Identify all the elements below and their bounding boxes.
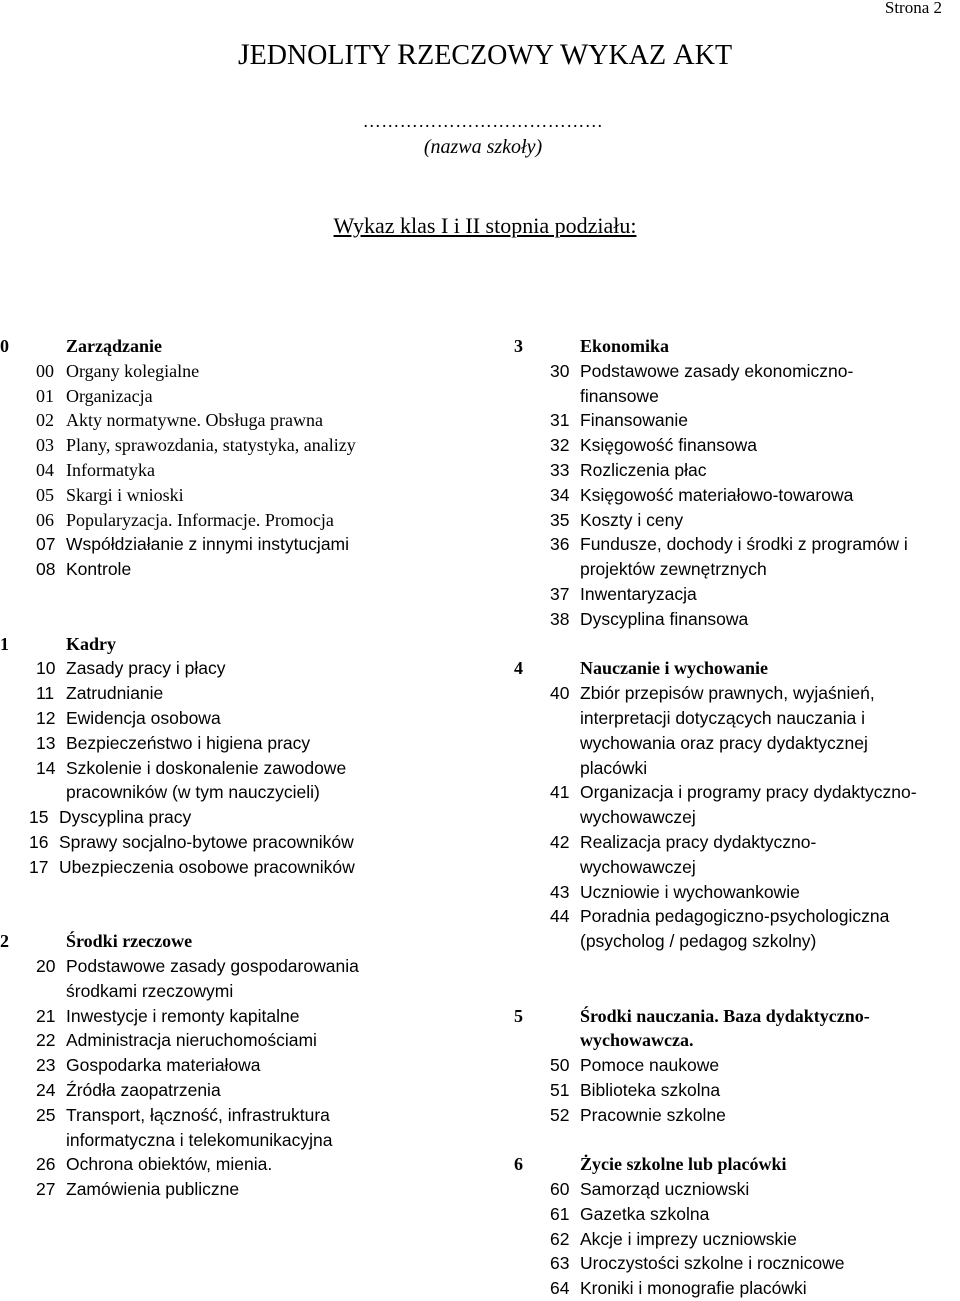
list-item (0, 1103, 500, 1153)
list-item (514, 1251, 960, 1276)
section-name: Kadry (66, 633, 117, 654)
section-heading (0, 632, 500, 657)
item-name: Samorząd uczniowski (580, 1179, 750, 1200)
item-name: Podstawowe zasady ekonomiczno-finansowe (580, 360, 854, 406)
list-item (514, 780, 960, 830)
item-code: 30 (550, 360, 570, 381)
section-4 (514, 656, 960, 954)
item-name: Plany, sprawozdania, statystyka, analizy (66, 435, 356, 456)
section-heading (514, 656, 960, 681)
section-0 (0, 334, 500, 582)
item-code: 31 (550, 410, 570, 431)
item-name: Organy kolegialne (66, 360, 200, 381)
list-item (514, 1276, 960, 1301)
item-name: Zasady pracy i płacy (66, 658, 226, 679)
item-name: Inwentaryzacja (580, 583, 697, 604)
list-item (514, 830, 960, 880)
list-item (0, 1053, 500, 1078)
list-item (0, 532, 500, 557)
item-name: Kroniki i monografie placówki (580, 1278, 807, 1299)
item-code: 04 (36, 459, 54, 480)
item-name: Szkolenie i doskonalenie zawodowe pracowników (w tym nauczycieli) (66, 757, 347, 803)
spacer (514, 632, 960, 657)
section-5 (514, 1004, 960, 1128)
item-name: Uroczystości szkolne i rocznicowe (580, 1253, 845, 1274)
list-item (514, 1227, 960, 1252)
section-name: Zarządzanie (66, 336, 162, 356)
item-name: Akcje i imprezy uczniowskie (580, 1228, 797, 1249)
item-code: 32 (550, 435, 570, 456)
list-item (0, 656, 500, 681)
item-code: 11 (36, 683, 55, 704)
item-name: Dyscyplina pracy (59, 807, 192, 828)
item-code: 24 (36, 1079, 56, 1100)
list-item (514, 1103, 960, 1128)
item-code: 05 (36, 484, 54, 505)
item-code: 34 (550, 484, 570, 505)
item-code: 27 (36, 1179, 56, 1200)
spacer (0, 904, 500, 929)
list-item (0, 458, 500, 483)
section-name: Środki rzeczowe (66, 931, 193, 952)
list-item (0, 756, 500, 806)
list-item (0, 954, 500, 1004)
item-name: Gazetka szkolna (580, 1203, 710, 1224)
item-code: 40 (550, 683, 570, 704)
item-name: Dyscyplina finansowa (580, 608, 749, 629)
school-name-caption: (nazwa szkoły) (423, 136, 543, 158)
list-item (514, 408, 960, 433)
item-code: 22 (36, 1030, 56, 1051)
item-name: Kontrole (66, 559, 132, 580)
item-name: Informatyka (66, 459, 155, 480)
item-name: Ubezpieczenia osobowe pracowników (59, 856, 355, 877)
item-name: Uczniowie i wychowankowie (580, 881, 800, 902)
item-name: Współdziałanie z innymi instytucjami (66, 534, 350, 555)
school-name-blank: ………………………………… (362, 111, 604, 131)
list-item (0, 681, 500, 706)
item-code: 25 (36, 1104, 56, 1125)
item-name: Finansowanie (580, 410, 688, 431)
item-code: 35 (550, 509, 570, 530)
item-code: 60 (550, 1179, 570, 1200)
item-code: 02 (36, 410, 54, 431)
list-item (0, 1177, 500, 1202)
list-item (0, 1004, 500, 1029)
item-name: Księgowość finansowa (580, 435, 758, 456)
list-subtitle: Wykaz klas I i II stopnia podziału: (333, 213, 637, 238)
list-item (0, 359, 500, 384)
item-code: 63 (550, 1253, 570, 1274)
item-name: Pracownie szkolne (580, 1104, 726, 1125)
item-code: 01 (36, 385, 54, 406)
section-heading (514, 1004, 960, 1054)
section-code: 2 (0, 931, 9, 952)
list-item (0, 1078, 500, 1103)
list-item (514, 458, 960, 483)
list-item (514, 532, 960, 582)
list-item (514, 1177, 960, 1202)
item-code: 10 (36, 658, 56, 679)
list-item (514, 681, 960, 780)
section-code: 0 (0, 336, 9, 356)
spacer (0, 880, 500, 905)
section-code: 3 (514, 336, 523, 356)
list-item (0, 1028, 500, 1053)
item-name: Rozliczenia płac (580, 459, 707, 480)
list-item (514, 508, 960, 533)
item-code: 26 (36, 1154, 56, 1175)
item-name: Zbiór przepisów prawnych, wyjaśnień, interpretacji dotyczących nauczania i wychowania oraz pracy dydaktycznej placówki (580, 683, 875, 778)
item-name: Bezpieczeństwo i higiena pracy (66, 732, 311, 753)
list-item (514, 880, 960, 905)
item-name: Realizacja pracy dydaktyczno-wychowawczej (580, 831, 817, 877)
section-1 (0, 632, 500, 880)
item-code: 13 (36, 732, 56, 753)
item-name: Inwestycje i remonty kapitalne (66, 1005, 300, 1026)
item-code: 07 (36, 534, 56, 555)
item-code: 64 (550, 1278, 570, 1299)
spacer (0, 582, 500, 607)
right-column (514, 334, 960, 1301)
section-heading (514, 334, 960, 359)
list-item (514, 607, 960, 632)
item-name: Źródła zaopatrzenia (66, 1079, 221, 1100)
page-number: Strona 2 (884, 0, 942, 17)
list-item (514, 1053, 960, 1078)
item-name: Fundusze, dochody i środki z programów i projektów zewnętrznych (580, 534, 908, 580)
list-item (514, 904, 960, 954)
list-item (0, 830, 500, 855)
spacer (514, 979, 960, 1004)
item-code: 41 (550, 782, 570, 803)
section-name: Środki nauczania. Baza dydaktyczno-wychowawcza. (580, 1005, 870, 1051)
item-name: Koszty i ceny (580, 509, 684, 530)
section-name: Nauczanie i wychowanie (580, 658, 768, 679)
item-code: 33 (550, 459, 570, 480)
section-code: 1 (0, 633, 9, 654)
list-item (514, 359, 960, 409)
section-code: 4 (514, 658, 523, 679)
list-item (514, 582, 960, 607)
item-code: 15 (29, 807, 49, 828)
item-name: Zatrudnianie (66, 683, 164, 704)
spacer (514, 954, 960, 979)
item-code: 44 (550, 906, 570, 927)
list-item (514, 433, 960, 458)
item-code: 12 (36, 707, 56, 728)
item-code: 14 (36, 757, 56, 778)
list-item (0, 706, 500, 731)
document-title: JEDNOLITY RZECZOWY WYKAZ AKT (237, 38, 733, 71)
list-item (0, 1152, 500, 1177)
item-code: 06 (36, 509, 54, 530)
section-code: 5 (514, 1005, 523, 1026)
list-item (0, 408, 500, 433)
spacer (0, 607, 500, 632)
item-code: 51 (550, 1079, 570, 1100)
item-name: Ochrona obiektów, mienia. (66, 1154, 273, 1175)
item-code: 42 (550, 831, 570, 852)
section-name: Życie szkolne lub placówki (580, 1154, 787, 1175)
left-column (0, 334, 500, 1202)
item-name: Poradnia pedagogiczno-psychologiczna (psycholog / pedagog szkolny) (580, 906, 890, 952)
list-item (0, 384, 500, 409)
section-heading (0, 929, 500, 954)
list-item (514, 483, 960, 508)
list-item (0, 731, 500, 756)
section-code: 6 (514, 1154, 523, 1175)
item-name: Biblioteka szkolna (580, 1079, 721, 1100)
section-heading (514, 1152, 960, 1177)
item-code: 20 (36, 955, 56, 976)
item-name: Podstawowe zasady gospodarowania środkami rzeczowymi (66, 955, 359, 1001)
item-name: Ewidencja osobowa (66, 707, 221, 728)
item-name: Gospodarka materiałowa (66, 1055, 261, 1076)
item-name: Sprawy socjalno-bytowe pracowników (59, 831, 354, 852)
section-3 (514, 334, 960, 632)
item-name: Pomoce naukowe (580, 1055, 720, 1076)
list-item (0, 483, 500, 508)
item-name: Księgowość materiałowo-towarowa (580, 484, 854, 505)
item-code: 52 (550, 1104, 570, 1125)
item-code: 61 (550, 1203, 570, 1224)
item-code: 23 (36, 1055, 56, 1076)
item-name: Zamówienia publiczne (66, 1179, 240, 1200)
list-item (514, 1078, 960, 1103)
item-code: 16 (29, 831, 49, 852)
item-code: 50 (550, 1055, 570, 1076)
item-code: 38 (550, 608, 570, 629)
item-code: 36 (550, 534, 570, 555)
section-6 (514, 1152, 960, 1301)
section-2 (0, 929, 500, 1202)
item-code: 17 (29, 856, 49, 877)
list-item (514, 1202, 960, 1227)
item-name: Organizacja (66, 385, 153, 406)
item-code: 03 (36, 435, 54, 456)
item-name: Transport, łączność, infrastruktura informatyczna i telekomunikacyjna (66, 1104, 333, 1150)
list-item (0, 855, 500, 880)
item-name: Organizacja i programy pracy dydaktyczno-wychowawczej (580, 782, 917, 828)
item-code: 00 (36, 360, 54, 381)
item-code: 08 (36, 559, 56, 580)
list-item (0, 557, 500, 582)
item-code: 21 (36, 1005, 56, 1026)
list-item (0, 508, 500, 533)
spacer (514, 1128, 960, 1153)
list-item (0, 805, 500, 830)
item-name: Popularyzacja. Informacje. Promocja (66, 509, 334, 530)
section-heading (0, 334, 500, 359)
list-item (0, 433, 500, 458)
item-code: 43 (550, 881, 570, 902)
item-code: 62 (550, 1228, 570, 1249)
item-name: Administracja nieruchomościami (66, 1030, 317, 1051)
item-code: 37 (550, 583, 570, 604)
item-name: Skargi i wnioski (66, 484, 184, 505)
section-name: Ekonomika (580, 336, 670, 356)
item-name: Akty normatywne. Obsługa prawna (66, 410, 323, 431)
